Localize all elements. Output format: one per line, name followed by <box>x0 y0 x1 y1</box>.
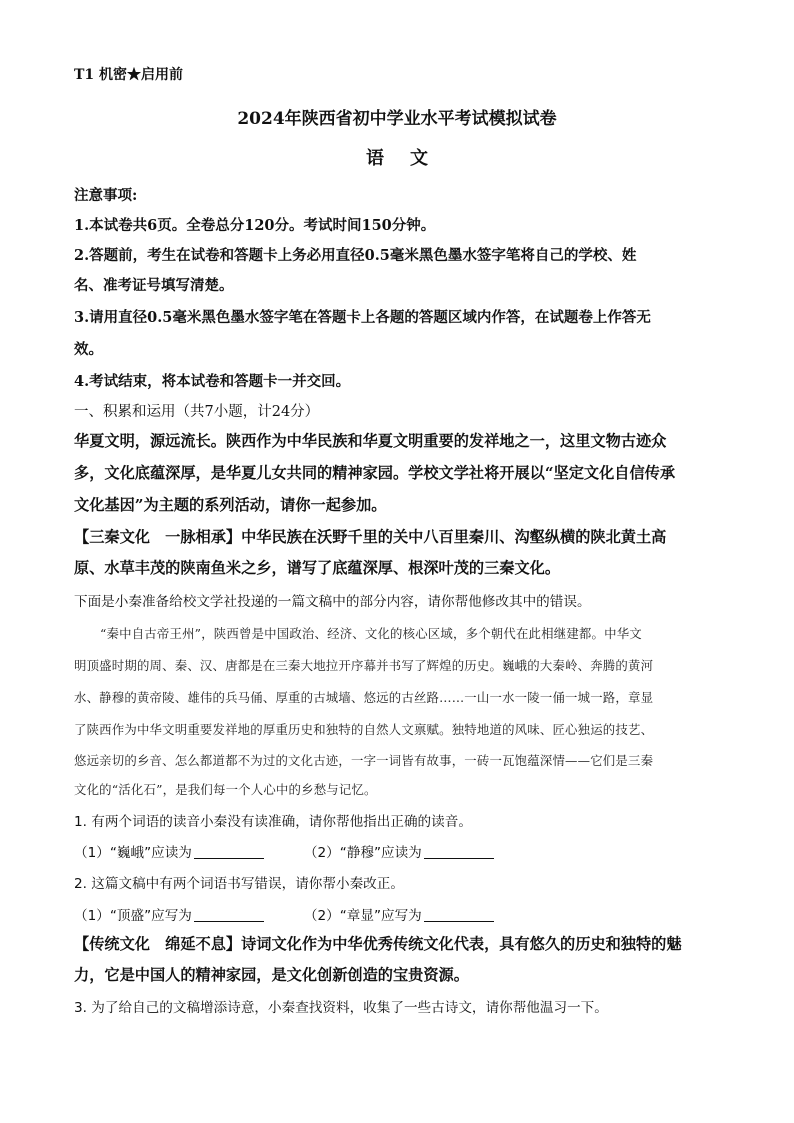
intro-line: 华夏文明，源远流长。陕西作为中华民族和华夏文明重要的发祥地之一，这里文物古迹众 <box>74 432 667 450</box>
part-heading-line: 【三秦文化 一脉相承】中华民族在沃野千里的关中八百里秦川、沟壑纵横的陕北黄土高 <box>74 528 667 546</box>
exam-subject: 语文 <box>366 148 454 169</box>
manuscript-line: 文化的“活化石”，是我们每一个人心中的乡愁与记忆。 <box>74 782 377 797</box>
question-1: 1. 有两个词语的读音小秦没有读准确，请你帮他指出正确的读音。 <box>74 814 472 830</box>
notice-heading: 注意事项: <box>74 187 138 204</box>
part-heading-line: 【传统文化 绵延不息】诗词文化作为中华优秀传统文化代表，具有悠久的历史和独特的魅 <box>74 935 682 953</box>
notice-item: 1.本试卷共6页。全卷总分120分。考试时间150分钟。 <box>74 217 436 234</box>
manuscript-line: 水、静穆的黄帝陵、雄伟的兵马俑、厚重的古城墙、悠远的古丝路……一山一水一陵一俑一城一路，章显 <box>74 690 654 705</box>
answer-blank[interactable] <box>424 844 494 859</box>
part-heading-line: 力，它是中国人的精神家园，是文化创新创造的宝贵资源。 <box>74 966 469 984</box>
notice-item: 2.答题前，考生在试卷和答题卡上务必用直径0.5毫米黑色墨水签字笔将自己的学校、姓 <box>74 247 637 264</box>
manuscript-line: “秦中自古帝王州”，陕西曾是中国政治、经济、文化的核心区域，多个朝代在此相继建都。中华文 <box>100 626 642 641</box>
exam-title: 2024年陕西省初中学业水平考试模拟试卷 <box>237 109 557 129</box>
manuscript-line: 了陕西作为中华文明重要发祥地的厚重历史和独特的自然人文禀赋。独特地道的风味、匠心独运的技艺、 <box>74 722 654 737</box>
q2-part-a: （1）“顶盛”应写为 <box>74 908 192 924</box>
notice-item: 3.请用直径0.5毫米黑色墨水签字笔在答题卡上各题的答题区域内作答，在试题卷上作答无 <box>74 309 651 326</box>
q2-part-b: （2）“章显”应写为 <box>303 908 422 924</box>
question-2: 2. 这篇文稿中有两个词语书写错误，请你帮小秦改正。 <box>74 876 404 892</box>
q1-part-b: （2）“静穆”应读为 <box>303 845 422 861</box>
part-heading-line: 原、水草丰茂的陕南鱼米之乡，谱写了底蕴深厚、根深叶茂的三秦文化。 <box>74 559 560 577</box>
intro-line: 文化基因”为主题的系列活动，请你一起参加。 <box>74 496 387 514</box>
notice-item: 4.考试结束，将本试卷和答题卡一并交回。 <box>74 373 351 390</box>
intro-line: 多，文化底蕴深厚，是华夏儿女共同的精神家园。学校文学社将开展以“坚定文化自信传承 <box>74 464 676 482</box>
question-3: 3. 为了给自己的文稿增添诗意，小秦查找资料，收集了一些古诗文，请你帮他温习一下。 <box>74 1000 608 1016</box>
answer-blank[interactable] <box>424 907 494 922</box>
question-2-answers <box>74 904 724 924</box>
answer-blank[interactable] <box>194 907 264 922</box>
confidential-label: T1 机密★启用前 <box>74 67 184 83</box>
manuscript-line: 明顶盛时期的周、秦、汉、唐都是在三秦大地拉开序幕并书写了辉煌的历史。巍峨的大秦岭、奔腾的黄河 <box>74 658 654 673</box>
q1-part-a: （1）“巍峨”应读为 <box>74 845 192 861</box>
instruction-text: 下面是小秦准备给校文学社投递的一篇文稿中的部分内容，请你帮他修改其中的错误。 <box>74 594 591 610</box>
manuscript-line: 悠远亲切的乡音、怎么都道都不为过的文化古迹，一字一词皆有故事，一砖一瓦饱蕴深情——它们是三秦 <box>74 753 654 768</box>
section-heading: 一、积累和运用（共7小题，计24分） <box>74 404 320 420</box>
notice-item: 效。 <box>74 341 103 358</box>
answer-blank[interactable] <box>194 844 264 859</box>
question-1-answers <box>74 841 724 861</box>
notice-item: 名、准考证号填写清楚。 <box>74 277 234 294</box>
